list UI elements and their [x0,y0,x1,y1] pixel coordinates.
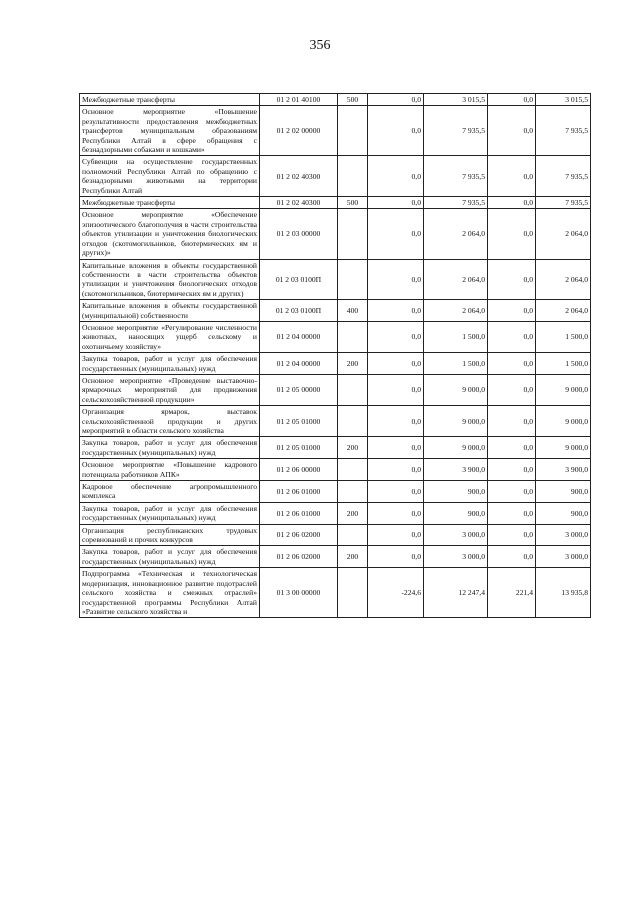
cell-expense-type: 400 [338,300,368,322]
cell-amount-1: 0,0 [368,437,424,459]
cell-code: 01 2 06 01000 [260,481,338,503]
cell-amount-4: 9 000,0 [536,374,591,405]
table-row [80,353,591,375]
cell-amount-4: 1 500,0 [536,321,591,352]
table-row [80,524,591,546]
cell-expense-type: 500 [338,197,368,209]
cell-description: Основное мероприятие «Обеспечение эпизоотического благополучия в части строительства объектов утилизации и уничтожения биологических отходов (скотомогильников, биотермических ям и других)» [80,209,260,259]
cell-amount-2: 2 064,0 [424,300,488,322]
cell-amount-3: 0,0 [488,481,536,503]
cell-amount-3: 0,0 [488,106,536,156]
cell-amount-2: 900,0 [424,502,488,524]
cell-amount-1: 0,0 [368,406,424,437]
cell-expense-type: 200 [338,437,368,459]
cell-description: Капитальные вложения в объекты государственной (муниципальной) собственности [80,300,260,322]
cell-amount-2: 1 500,0 [424,321,488,352]
cell-amount-4: 2 064,0 [536,259,591,300]
cell-amount-4: 7 935,5 [536,156,591,197]
cell-expense-type: 200 [338,353,368,375]
cell-amount-4: 3 015,5 [536,94,591,106]
table-row [80,197,591,209]
cell-expense-type [338,459,368,481]
cell-expense-type [338,524,368,546]
cell-expense-type [338,481,368,503]
cell-description: Организация республиканских трудовых соревнований и прочих конкурсов [80,524,260,546]
cell-description: Закупка товаров, работ и услуг для обеспечения государственных (муниципальных) нужд [80,437,260,459]
table-row [80,546,591,568]
cell-code: 01 2 06 02000 [260,546,338,568]
cell-amount-1: -224,6 [368,568,424,618]
cell-amount-2: 2 064,0 [424,209,488,259]
cell-code: 01 2 05 01000 [260,437,338,459]
cell-description: Основное мероприятие «Повышение кадрового потенциала работников АПК» [80,459,260,481]
cell-code: 01 2 02 40300 [260,156,338,197]
cell-amount-3: 0,0 [488,374,536,405]
cell-amount-2: 2 064,0 [424,259,488,300]
cell-code: 01 3 00 00000 [260,568,338,618]
table-row [80,209,591,259]
cell-description: Закупка товаров, работ и услуг для обеспечения государственных (муниципальных) нужд [80,353,260,375]
cell-amount-4: 7 935,5 [536,106,591,156]
cell-amount-3: 0,0 [488,300,536,322]
table-row [80,259,591,300]
cell-amount-3: 0,0 [488,94,536,106]
cell-description: Межбюджетные трансферты [80,197,260,209]
cell-amount-1: 0,0 [368,106,424,156]
cell-expense-type: 200 [338,546,368,568]
cell-amount-4: 900,0 [536,481,591,503]
table-body [80,94,591,618]
cell-amount-3: 0,0 [488,321,536,352]
table-row [80,94,591,106]
cell-amount-4: 3 000,0 [536,524,591,546]
cell-amount-1: 0,0 [368,156,424,197]
table-row [80,437,591,459]
cell-amount-4: 9 000,0 [536,406,591,437]
cell-amount-2: 3 000,0 [424,546,488,568]
cell-amount-2: 3 000,0 [424,524,488,546]
cell-description: Закупка товаров, работ и услуг для обеспечения государственных (муниципальных) нужд [80,546,260,568]
table-row [80,374,591,405]
cell-amount-4: 7 935,5 [536,197,591,209]
cell-amount-1: 0,0 [368,524,424,546]
cell-code: 01 2 01 40100 [260,94,338,106]
cell-code: 01 2 06 00000 [260,459,338,481]
cell-amount-3: 0,0 [488,524,536,546]
cell-code: 01 2 06 02000 [260,524,338,546]
cell-amount-3: 0,0 [488,259,536,300]
cell-expense-type [338,406,368,437]
cell-amount-4: 2 064,0 [536,209,591,259]
cell-amount-4: 3 000,0 [536,546,591,568]
cell-code: 01 2 02 00000 [260,106,338,156]
cell-description: Капитальные вложения в объекты государственной собственности в части строительства объектов утилизации и уничтожения биологических отходов (скотомогильников, биотермических ям и других) [80,259,260,300]
cell-description: Кадровое обеспечение агропромышленного комплекса [80,481,260,503]
cell-expense-type [338,321,368,352]
cell-amount-2: 3 900,0 [424,459,488,481]
cell-amount-1: 0,0 [368,374,424,405]
cell-amount-1: 0,0 [368,197,424,209]
page-number: 356 [309,38,331,53]
cell-description: Основное мероприятие «Повышение результативности предоставления межбюджетных трансфертов муниципальным образованиям Республики Алтай в сфере обращения с безнадзорными собаками и кошками» [80,106,260,156]
cell-expense-type [338,156,368,197]
cell-expense-type [338,259,368,300]
cell-amount-4: 9 000,0 [536,437,591,459]
cell-amount-3: 221,4 [488,568,536,618]
cell-description: Межбюджетные трансферты [80,94,260,106]
cell-code: 01 2 06 01000 [260,502,338,524]
cell-amount-1: 0,0 [368,321,424,352]
table-row [80,321,591,352]
cell-amount-3: 0,0 [488,197,536,209]
cell-amount-1: 0,0 [368,353,424,375]
cell-amount-1: 0,0 [368,259,424,300]
cell-amount-4: 900,0 [536,502,591,524]
cell-expense-type [338,209,368,259]
cell-amount-2: 3 015,5 [424,94,488,106]
cell-expense-type [338,106,368,156]
cell-description: Подпрограмма «Техническая и технологическая модернизация, инновационное развитие подотраслей сельского хозяйства и смежных отраслей» государственной программы Республики Алтай «Развитие сельского хозяйства и [80,568,260,618]
table-row [80,156,591,197]
table-row [80,406,591,437]
cell-description: Организация ярмарок, выставок сельскохозяйственной продукции и других мероприятий в области сельского хозяйства [80,406,260,437]
cell-expense-type: 500 [338,94,368,106]
cell-code: 01 2 04 00000 [260,321,338,352]
cell-code: 01 2 05 01000 [260,406,338,437]
cell-expense-type: 200 [338,502,368,524]
cell-description: Закупка товаров, работ и услуг для обеспечения государственных (муниципальных) нужд [80,502,260,524]
cell-amount-3: 0,0 [488,406,536,437]
cell-amount-1: 0,0 [368,481,424,503]
cell-amount-3: 0,0 [488,546,536,568]
cell-amount-3: 0,0 [488,353,536,375]
table-row [80,481,591,503]
cell-amount-1: 0,0 [368,94,424,106]
cell-amount-2: 1 500,0 [424,353,488,375]
cell-amount-3: 0,0 [488,209,536,259]
table-row [80,568,591,618]
cell-expense-type [338,568,368,618]
cell-expense-type [338,374,368,405]
cell-amount-3: 0,0 [488,437,536,459]
cell-amount-1: 0,0 [368,459,424,481]
cell-amount-1: 0,0 [368,546,424,568]
cell-amount-4: 3 900,0 [536,459,591,481]
cell-amount-1: 0,0 [368,502,424,524]
cell-description: Субвенции на осуществление государственных полномочий Республики Алтай по обращению с безнадзорными животными на территории Республики Алтай [80,156,260,197]
table-row [80,502,591,524]
cell-amount-2: 9 000,0 [424,406,488,437]
cell-code: 01 2 02 40300 [260,197,338,209]
cell-amount-2: 9 000,0 [424,374,488,405]
cell-amount-1: 0,0 [368,209,424,259]
cell-amount-4: 13 935,8 [536,568,591,618]
table-row [80,106,591,156]
cell-code: 01 2 05 00000 [260,374,338,405]
cell-description: Основное мероприятие «Проведение выставочно-ярмарочных мероприятий для продвижения сельскохозяйственной продукции» [80,374,260,405]
cell-amount-2: 9 000,0 [424,437,488,459]
cell-code: 01 2 03 0100П [260,259,338,300]
table-row [80,300,591,322]
cell-amount-2: 7 935,5 [424,197,488,209]
table-row [80,459,591,481]
cell-amount-2: 7 935,5 [424,106,488,156]
cell-code: 01 2 03 0100П [260,300,338,322]
cell-amount-3: 0,0 [488,459,536,481]
cell-description: Основное мероприятие «Регулирование численности животных, наносящих ущерб сельскому и охотничьему хозяйству» [80,321,260,352]
cell-amount-3: 0,0 [488,502,536,524]
cell-amount-4: 2 064,0 [536,300,591,322]
cell-amount-2: 900,0 [424,481,488,503]
cell-amount-1: 0,0 [368,300,424,322]
cell-amount-2: 12 247,4 [424,568,488,618]
cell-code: 01 2 03 00000 [260,209,338,259]
cell-code: 01 2 04 00000 [260,353,338,375]
cell-amount-3: 0,0 [488,156,536,197]
cell-amount-2: 7 935,5 [424,156,488,197]
cell-amount-4: 1 500,0 [536,353,591,375]
budget-table [79,93,591,618]
